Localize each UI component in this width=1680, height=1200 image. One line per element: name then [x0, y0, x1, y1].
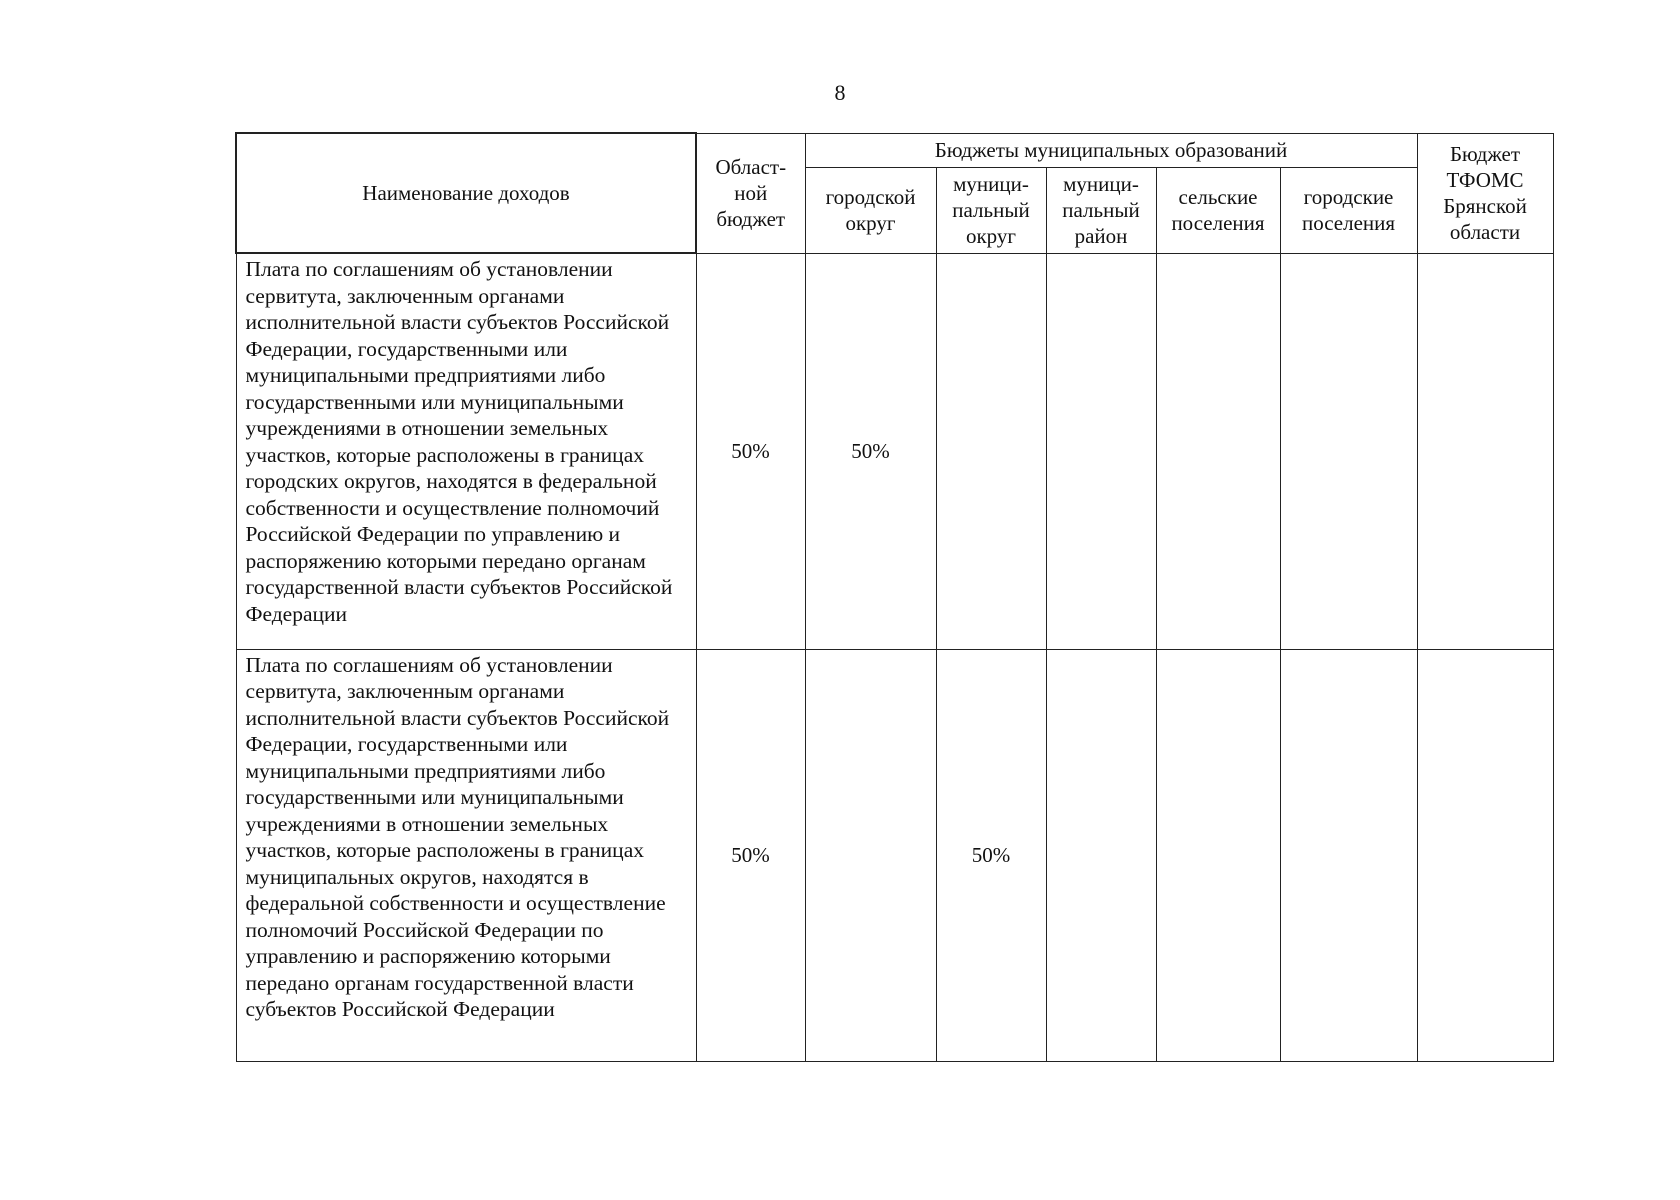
page-number: 8 — [834, 80, 846, 105]
municipal-okrug-cell: 50% — [936, 649, 1046, 1061]
header-income-name: Наименование доходов — [236, 133, 696, 253]
income-name-cell: Плата по соглашениям об установлении сервитута, заключенным органами исполнительной власти субъектов Российской Федерации, государственными или муниципальными предприятиями либо государственными или муниципальными учреждениями в отношении земельных участков, которые расположены в границах городских округов, находятся в федеральной собственности и осуществление полномочий Российской Федерации по управлению и распоряжению которыми передано органам государственной власти субъектов Российской Федерации — [236, 253, 696, 649]
table-row — [236, 253, 1553, 649]
rural-settlements-cell — [1156, 253, 1280, 649]
city-district-cell: 50% — [805, 253, 936, 649]
header-city-district: городской округ — [805, 167, 936, 253]
rural-settlements-cell — [1156, 649, 1280, 1061]
income-distribution-table — [235, 132, 1554, 1062]
income-name-cell: Плата по соглашениям об установлении сервитута, заключенным органами исполнительной власти субъектов Российской Федерации, государственными или муниципальными предприятиями либо государственными или муниципальными учреждениями в отношении земельных участков, которые расположены в границах муниципальных округов, находятся в федеральной собственности и осуществление полномочий Российской Федерации по управлению и распоряжению которыми передано органам государственной власти субъектов Российской Федерации — [236, 649, 696, 1061]
city-district-cell — [805, 649, 936, 1061]
tfoms-budget-cell — [1417, 253, 1553, 649]
tfoms-budget-cell — [1417, 649, 1553, 1061]
urban-settlements-cell — [1280, 649, 1417, 1061]
municipal-okrug-cell — [936, 253, 1046, 649]
municipal-rayon-cell — [1046, 649, 1156, 1061]
table-row — [236, 649, 1553, 1061]
table-header-row — [236, 133, 1553, 167]
header-urban-settlements: городские поселения — [1280, 167, 1417, 253]
regional-budget-cell: 50% — [696, 253, 805, 649]
header-rural-settlements: сельские поселения — [1156, 167, 1280, 253]
header-tfoms-budget: Бюджет ТФОМС Брянской области — [1417, 133, 1553, 253]
urban-settlements-cell — [1280, 253, 1417, 649]
regional-budget-cell: 50% — [696, 649, 805, 1061]
header-regional-budget: Област- ной бюджет — [696, 133, 805, 253]
header-municipal-rayon: муници- пальный район — [1046, 167, 1156, 253]
municipal-rayon-cell — [1046, 253, 1156, 649]
header-municipal-okrug: муници- пальный округ — [936, 167, 1046, 253]
header-municipal-budgets: Бюджеты муниципальных образований — [805, 133, 1417, 167]
